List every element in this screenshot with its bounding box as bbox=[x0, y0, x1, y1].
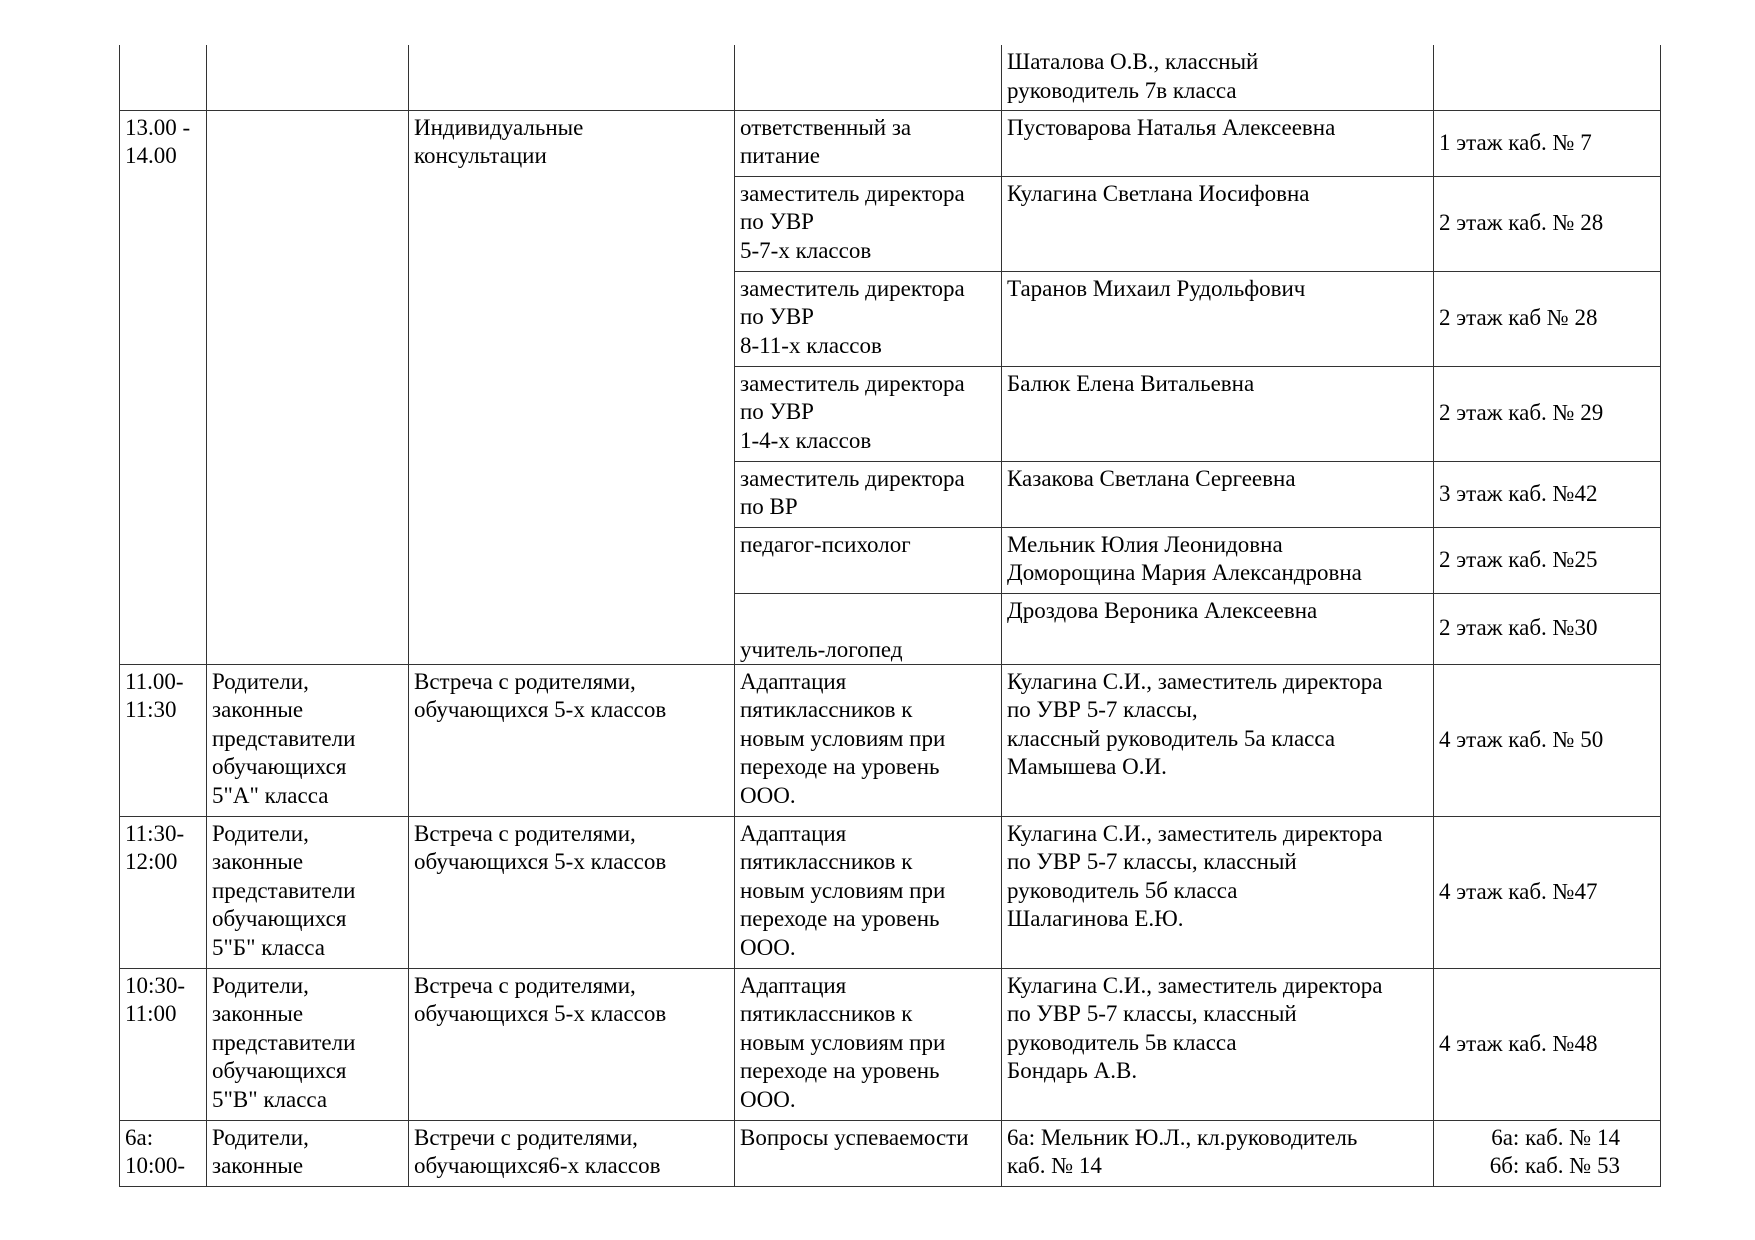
topic-cell bbox=[735, 45, 1002, 110]
responsible-cell: Кулагина С.И., заместитель директора по УВР 5-7 классы, классный руководитель 5б класса Шалагинова Е.Ю. bbox=[1002, 816, 1434, 968]
audience-cell: Родители, законные представители обучающихся 5"В" класса bbox=[207, 968, 409, 1120]
audience-cell: Родители, законные представители обучающихся 5"А" класса bbox=[207, 664, 409, 816]
audience-cell bbox=[207, 110, 409, 664]
audience-cell bbox=[207, 45, 409, 110]
responsible-cell: Шаталова О.В., классный руководитель 7в класса bbox=[1002, 45, 1434, 110]
role-cell bbox=[735, 593, 1002, 664]
time-cell: 13.00 - 14.00 bbox=[120, 110, 207, 664]
audience-cell: Родители, законные представители обучающихся 5"Б" класса bbox=[207, 816, 409, 968]
event-cell: Встреча с родителями, обучающихся 5-х классов bbox=[409, 664, 735, 816]
schedule-table bbox=[119, 45, 1661, 1187]
table-row bbox=[120, 968, 1661, 1120]
room-cell: 3 этаж каб. №42 bbox=[1434, 461, 1661, 527]
table-row bbox=[120, 1120, 1661, 1186]
event-cell: Индивидуальные консультации bbox=[409, 110, 735, 664]
event-cell: Встреча с родителями, обучающихся 5-х классов bbox=[409, 968, 735, 1120]
role-text: учитель-логопед bbox=[740, 636, 903, 662]
time-cell: 11.00- 11:30 bbox=[120, 664, 207, 816]
table-row bbox=[120, 664, 1661, 816]
role-cell: ответственный за питание bbox=[735, 110, 1002, 176]
room-cell: 1 этаж каб. № 7 bbox=[1434, 110, 1661, 176]
time-cell: 10:30- 11:00 bbox=[120, 968, 207, 1120]
role-cell: заместитель директора по УВР 5-7-х классов bbox=[735, 176, 1002, 271]
person-cell: Казакова Светлана Сергеевна bbox=[1002, 461, 1434, 527]
location-cell bbox=[1434, 45, 1661, 110]
location-cell: 4 этаж каб. №48 bbox=[1434, 968, 1661, 1120]
topic-cell: Вопросы успеваемости bbox=[735, 1120, 1002, 1186]
topic-cell: Адаптация пятиклассников к новым условиям при переходе на уровень ООО. bbox=[735, 816, 1002, 968]
person-cell: Пустоварова Наталья Алексеевна bbox=[1002, 110, 1434, 176]
responsible-cell: Кулагина С.И., заместитель директора по УВР 5-7 классы, классный руководитель 5в класса Бондарь А.В. bbox=[1002, 968, 1434, 1120]
person-cell: Дроздова Вероника Алексеевна bbox=[1002, 593, 1434, 664]
time-cell: 11:30- 12:00 bbox=[120, 816, 207, 968]
time-cell bbox=[120, 45, 207, 110]
responsible-cell: 6а: Мельник Ю.Л., кл.руководитель каб. № 14 bbox=[1002, 1120, 1434, 1186]
person-cell: Мельник Юлия Леонидовна Доморощина Мария Александровна bbox=[1002, 527, 1434, 593]
room-cell: 2 этаж каб. №25 bbox=[1434, 527, 1661, 593]
location-cell: 4 этаж каб. № 50 bbox=[1434, 664, 1661, 816]
table-row bbox=[120, 110, 1661, 176]
role-cell: заместитель директора по УВР 8-11-х классов bbox=[735, 271, 1002, 366]
role-cell: заместитель директора по УВР 1-4-х классов bbox=[735, 366, 1002, 461]
room-cell: 2 этаж каб. № 29 bbox=[1434, 366, 1661, 461]
role-cell: заместитель директора по ВР bbox=[735, 461, 1002, 527]
room-cell: 2 этаж каб. №30 bbox=[1434, 593, 1661, 664]
event-cell: Встречи с родителями, обучающихся6-х классов bbox=[409, 1120, 735, 1186]
role-cell: педагог-психолог bbox=[735, 527, 1002, 593]
location-cell: 4 этаж каб. №47 bbox=[1434, 816, 1661, 968]
room-cell: 2 этаж каб. № 28 bbox=[1434, 176, 1661, 271]
event-cell bbox=[409, 45, 735, 110]
table-row bbox=[120, 816, 1661, 968]
event-cell: Встреча с родителями, обучающихся 5-х классов bbox=[409, 816, 735, 968]
time-cell: 6а: 10:00- bbox=[120, 1120, 207, 1186]
person-cell: Кулагина Светлана Иосифовна bbox=[1002, 176, 1434, 271]
person-cell: Балюк Елена Витальевна bbox=[1002, 366, 1434, 461]
responsible-cell: Кулагина С.И., заместитель директора по УВР 5-7 классы, классный руководитель 5а класса Мамышева О.И. bbox=[1002, 664, 1434, 816]
topic-cell: Адаптация пятиклассников к новым условиям при переходе на уровень ООО. bbox=[735, 968, 1002, 1120]
person-cell: Таранов Михаил Рудольфович bbox=[1002, 271, 1434, 366]
audience-cell: Родители, законные bbox=[207, 1120, 409, 1186]
room-cell: 2 этаж каб № 28 bbox=[1434, 271, 1661, 366]
topic-cell: Адаптация пятиклассников к новым условиям при переходе на уровень ООО. bbox=[735, 664, 1002, 816]
table-row bbox=[120, 45, 1661, 110]
location-cell: 6а: каб. № 14 6б: каб. № 53 bbox=[1434, 1120, 1661, 1186]
